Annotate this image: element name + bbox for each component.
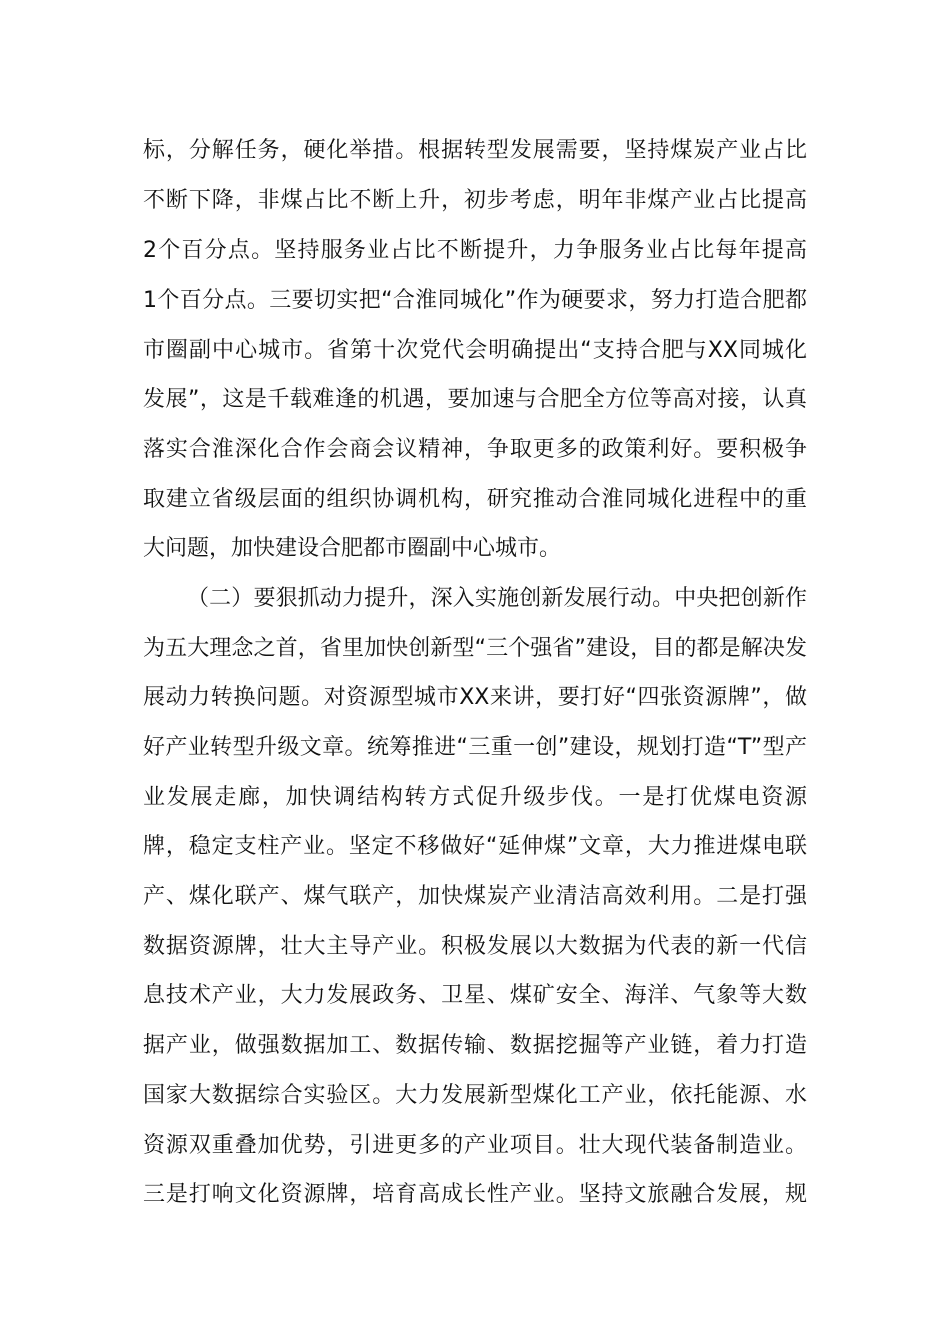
text-line: 2个百分点。坚持服务业占比不断提升，力争服务业占比每年提高 (143, 238, 807, 263)
text-line: 展动力转换问题。对资源型城市XX来讲，要打好“四张资源牌”，做 (143, 685, 807, 710)
text-line: 国家大数据综合实验区。大力发展新型煤化工产业，依托能源、水 (143, 1083, 807, 1108)
text-line: 牌，稳定支柱产业。坚定不移做好“延伸煤”文章，大力推进煤电联 (143, 834, 807, 859)
text-line: 息技术产业，大力发展政务、卫星、煤矿安全、海洋、气象等大数 (143, 983, 807, 1008)
text-line: 据产业，做强数据加工、数据传输、数据挖掘等产业链，着力打造 (143, 1033, 807, 1058)
text-line: 大问题，加快建设合肥都市圈副中心城市。 (143, 536, 562, 561)
text-line: 标，分解任务，硬化举措。根据转型发展需要，坚持煤炭产业占比 (143, 138, 807, 163)
text-line: 落实合淮深化合作会商会议精神，争取更多的政策利好。要积极争 (143, 437, 807, 462)
text-line: 发展”，这是千载难逢的机遇，要加速与合肥全方位等高对接，认真 (143, 387, 807, 412)
text-line: 不断下降，非煤占比不断上升，初步考虑，明年非煤产业占比提高 (143, 188, 807, 213)
text-line: 数据资源牌，壮大主导产业。积极发展以大数据为代表的新一代信 (143, 934, 807, 959)
text-line: 取建立省级层面的组织协调机构，研究推动合淮同城化进程中的重 (143, 487, 807, 512)
text-line: 资源双重叠加优势，引进更多的产业项目。壮大现代装备制造业。 (143, 1133, 807, 1158)
text-line: 业发展走廊，加快调结构转方式促升级步伐。一是打优煤电资源 (143, 785, 807, 810)
text-line: 1个百分点。三要切实把“合淮同城化”作为硬要求，努力打造合肥都 (143, 288, 807, 313)
text-line: 产、煤化联产、煤气联产，加快煤炭产业清洁高效利用。二是打强 (143, 884, 807, 909)
text-line-indented: （二）要狠抓动力提升，深入实施创新发展行动。中央把创新作 (187, 586, 807, 611)
text-line: 好产业转型升级文章。统筹推进“三重一创”建设，规划打造“T”型产 (143, 735, 807, 760)
text-line: 为五大理念之首，省里加快创新型“三个强省”建设，目的都是解决发 (143, 636, 807, 661)
text-line: 市圈副中心城市。省第十次党代会明确提出“支持合肥与XX同城化 (143, 338, 807, 363)
text-line: 三是打响文化资源牌，培育高成长性产业。坚持文旅融合发展，规 (143, 1182, 807, 1207)
